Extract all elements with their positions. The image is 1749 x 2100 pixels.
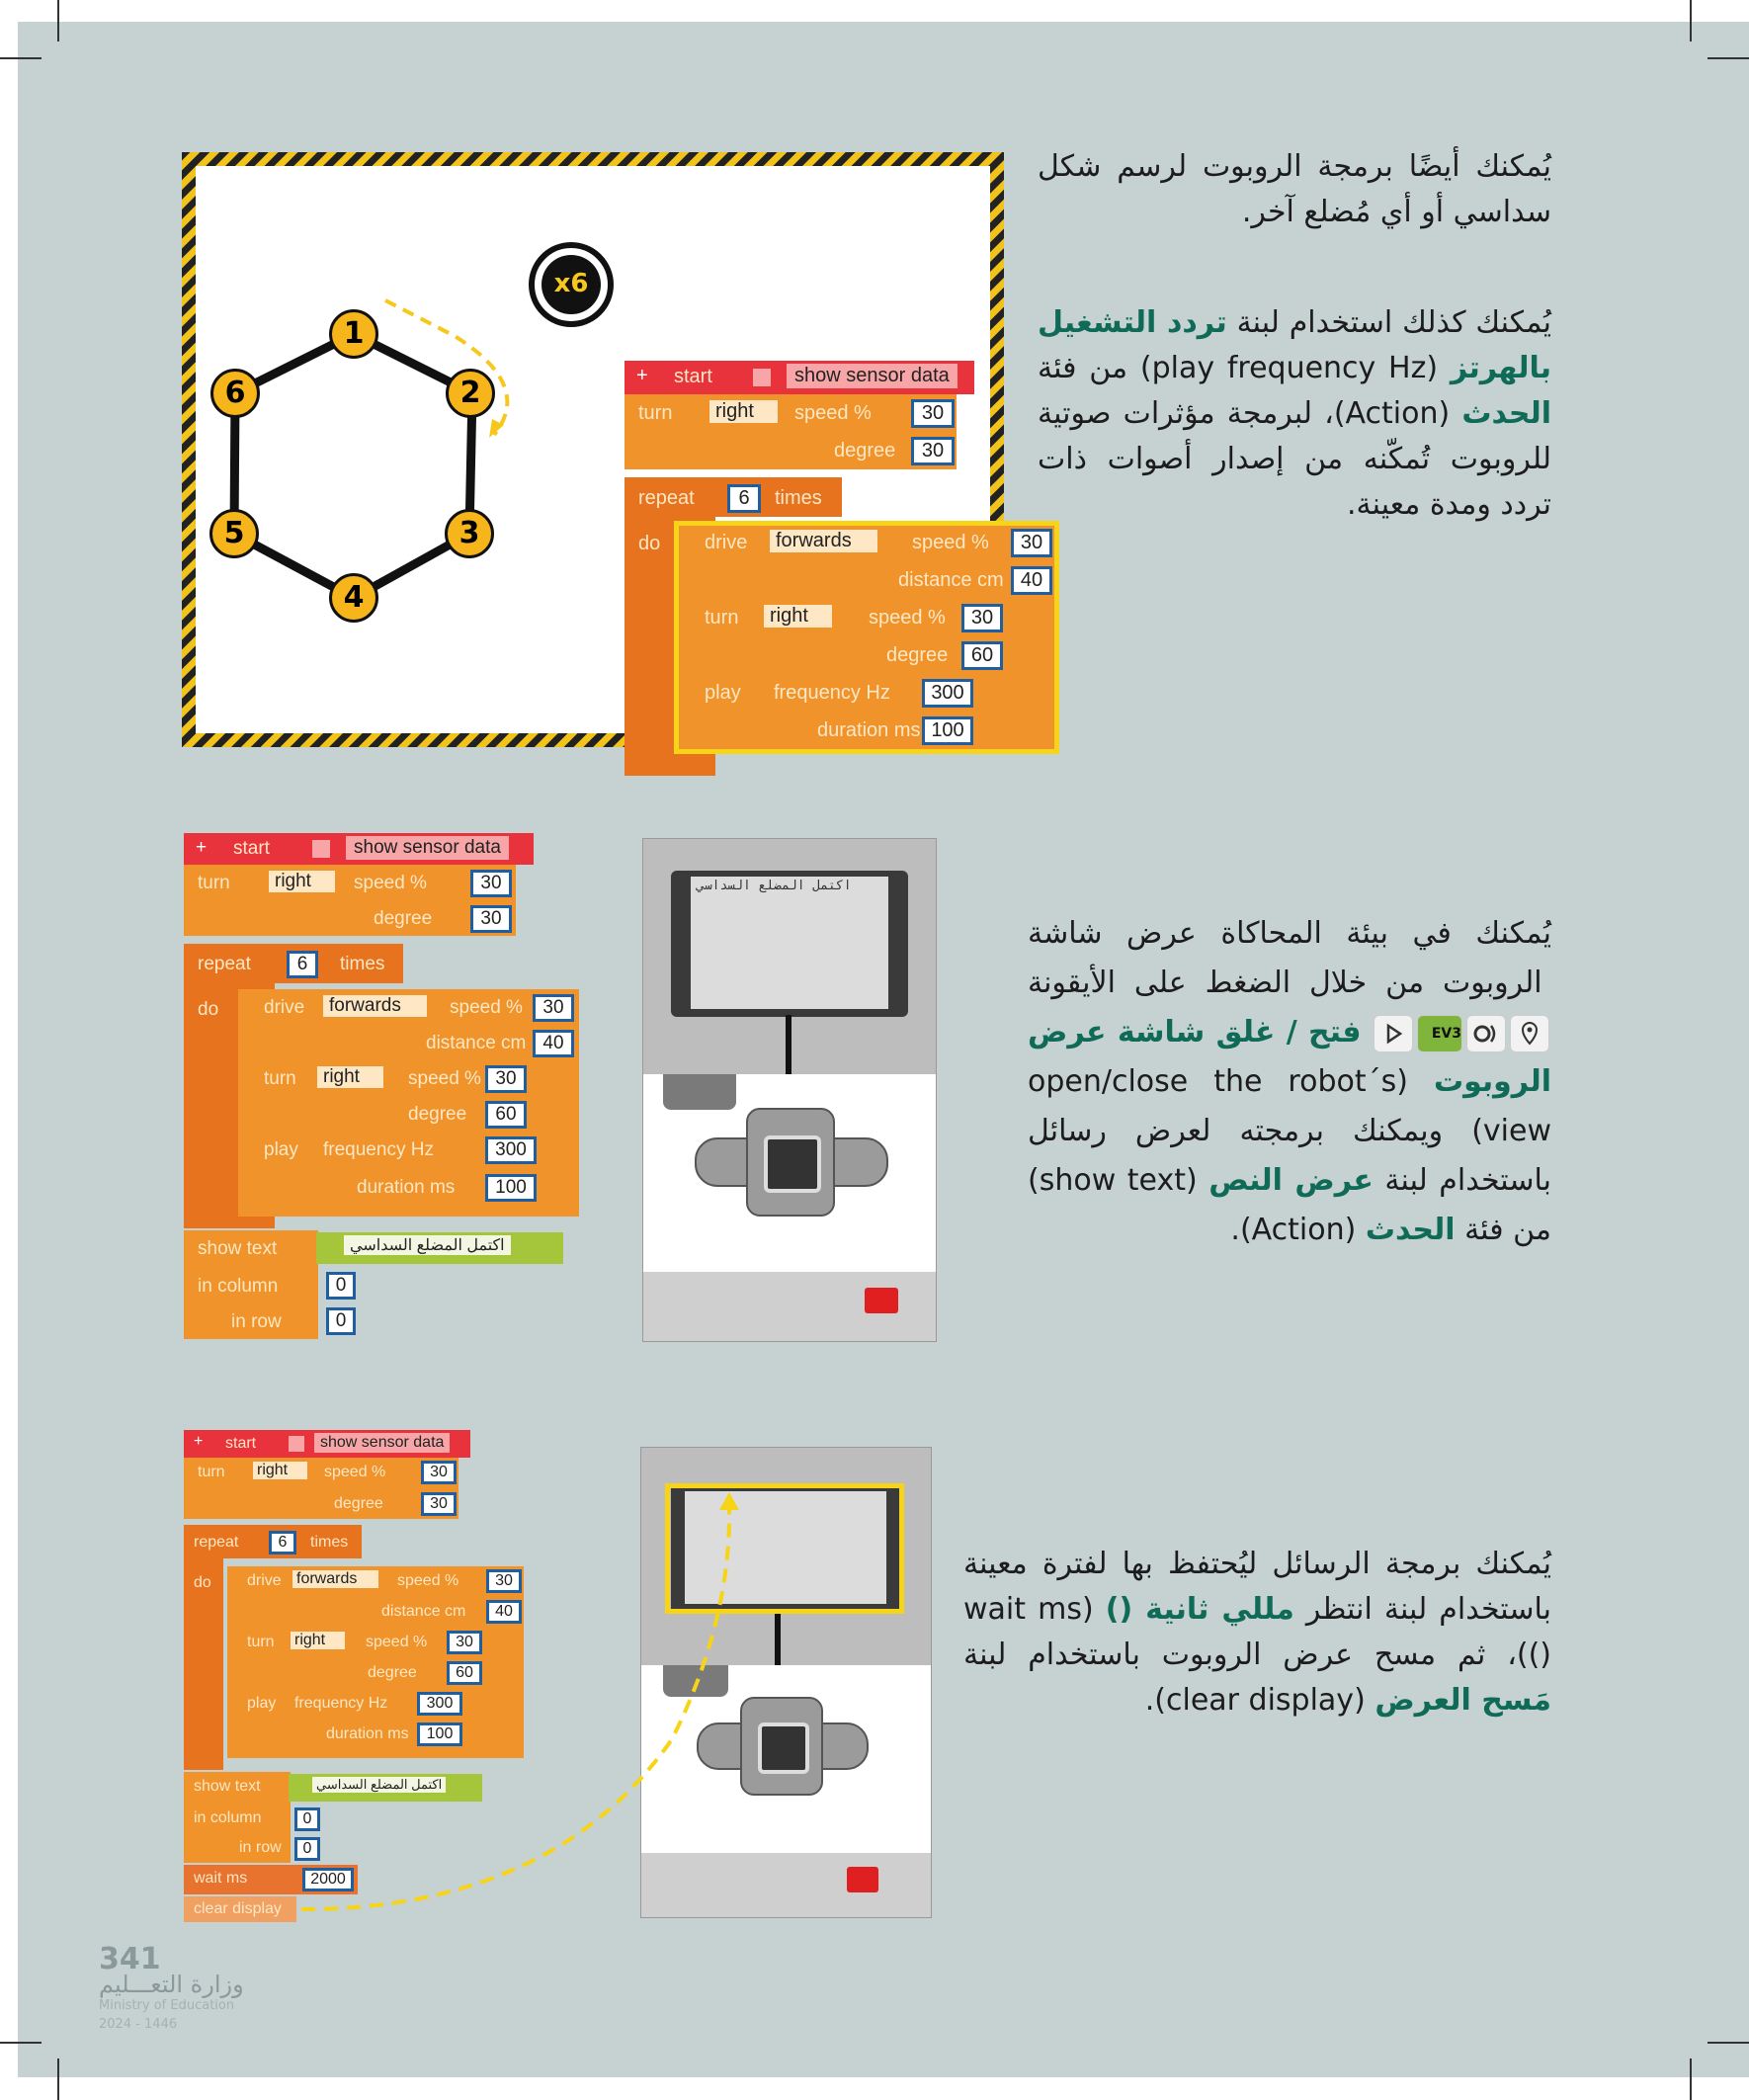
start-block[interactable]: + start show sensor data: [184, 1430, 470, 1458]
turn-block[interactable]: turn right speed % 30 degree 30: [625, 394, 957, 469]
paragraph-play-frequency: يُمكنك كذلك استخدام لبنة تردد التشغيل بالهرتز (play frequency Hz) من فئة الحدث (Action)، لبرمجة مؤثرات صوتية للروبوت تُمكّنه من إصدار أصوات ذات تردد ومدة معينة.: [1038, 305, 1552, 522]
ministry-name-ar: وزارة التعـــليم: [99, 1971, 244, 1998]
number-input[interactable]: 30: [911, 399, 955, 428]
page-number: 341: [99, 1942, 161, 1976]
show-text-block[interactable]: show text in column in row: [184, 1230, 318, 1339]
ev3-icon[interactable]: EV3: [1417, 1015, 1462, 1052]
number-input[interactable]: 60: [485, 1101, 527, 1129]
repeat-header: repeat 6 times: [625, 477, 842, 517]
direction-dropdown[interactable]: right: [317, 1066, 383, 1088]
crop-mark: [57, 2058, 59, 2100]
number-input[interactable]: 30: [421, 1492, 457, 1516]
number-input[interactable]: 40: [486, 1600, 522, 1624]
ministry-name-en: Ministry of Education: [99, 1998, 235, 2013]
bold-term: مَسح العرض: [1374, 1683, 1551, 1718]
direction-dropdown[interactable]: right: [709, 400, 778, 423]
number-input[interactable]: 0: [326, 1307, 356, 1335]
direction-dropdown[interactable]: right: [253, 1462, 307, 1479]
page-footer: [99, 1942, 244, 2032]
number-input[interactable]: 6: [269, 1531, 296, 1554]
number-input[interactable]: 6: [287, 951, 318, 978]
bold-term: فتح / غلق شاشة عرض الروبوت: [1028, 1015, 1552, 1099]
toolbar-icons: [1372, 1008, 1551, 1057]
number-input[interactable]: 30: [911, 437, 955, 465]
sound-icon[interactable]: [1466, 1015, 1506, 1052]
number-input[interactable]: 30: [486, 1569, 522, 1593]
robot-screen: اكتمل المضلع السداسي: [691, 877, 888, 1009]
number-input[interactable]: 30: [421, 1461, 457, 1484]
number-input[interactable]: 6: [727, 484, 761, 513]
direction-dropdown[interactable]: right: [269, 871, 335, 892]
number-input[interactable]: 0: [294, 1837, 320, 1861]
paragraph-wait-clear: يُمكنك برمجة الرسائل ليُحتفظ بها لفترة معينة باستخدام لبنة انتظر مللي ثانية () (wait ms ())، ثم مسح عرض الروبوت باستخدام لبنة مَسح العرض (clear display).: [963, 1547, 1551, 1718]
vertex-marker: 4: [329, 573, 378, 623]
turn-block[interactable]: turn right speed % 30 degree 30: [184, 865, 516, 936]
drive-block[interactable]: drive forwards speed % 30 distance cm 40 turn right speed % 30 degree 60 play frequency Hz 300 duration ms 100: [679, 524, 1059, 751]
number-input[interactable]: 30: [470, 905, 512, 933]
program-blocks-1: + start show sensor data turn right speed % 30 degree 30 repeat 6 times do drive forwards speed % 30 distance cm 40 turn right speed % 30 degree 60 play frequency Hz 300 duration ms 100: [625, 361, 1069, 776]
repeat-header: repeat 6 times: [184, 1525, 362, 1558]
show-text-block[interactable]: show text in column in row: [184, 1772, 291, 1863]
number-input[interactable]: 60: [961, 641, 1003, 670]
number-input[interactable]: 2000: [302, 1868, 354, 1891]
number-input[interactable]: 0: [294, 1807, 320, 1831]
crop-mark: [1690, 2058, 1692, 2100]
vertex-marker: 3: [445, 509, 494, 558]
number-input[interactable]: 30: [961, 604, 1003, 632]
repeat-header: repeat 6 times: [184, 944, 403, 983]
start-block[interactable]: + start show sensor data: [625, 361, 974, 394]
number-input[interactable]: 60: [447, 1661, 482, 1685]
bold-term: مللي ثانية (): [1105, 1592, 1294, 1627]
crop-mark: [1707, 57, 1749, 59]
text-input[interactable]: اكتمل المضلع السداسي: [344, 1235, 511, 1255]
number-input[interactable]: 40: [1011, 566, 1052, 595]
number-input[interactable]: 300: [417, 1692, 462, 1716]
number-input[interactable]: 100: [417, 1722, 462, 1746]
direction-dropdown[interactable]: forwards: [292, 1570, 378, 1588]
direction-dropdown[interactable]: forwards: [770, 530, 877, 552]
paragraph-hexagon-intro: يُمكنك أيضًا برمجة الروبوت لرسم شكل سداسي أو أي مُضلع آخر.: [1038, 149, 1551, 229]
number-input[interactable]: 30: [447, 1631, 482, 1654]
program-blocks-3: + start show sensor data turn right speed % 30 degree 30 repeat 6 times do drive forwards speed % 30 distance cm 40 turn right speed % 30 degree 60 play frequency Hz 300 duration ms 100 show text in column in row اكتمل المضلع السداسي 0 0 wait ms 2000 clear display: [184, 1430, 540, 1919]
vertex-marker: 1: [329, 309, 378, 359]
wait-block[interactable]: wait ms 2000: [184, 1865, 358, 1894]
program-blocks-2: + start show sensor data turn right speed % 30 degree 30 repeat 6 times do drive forwards speed % 30 distance cm 40 turn right speed % 30 degree 60 play frequency Hz 300 duration ms 100 show text in column in row اكتمل المضلع السداسي 0 0: [184, 833, 579, 1339]
direction-dropdown[interactable]: right: [291, 1632, 345, 1649]
text-input[interactable]: اكتمل المضلع السداسي: [312, 1777, 446, 1793]
paragraph-robot-view: يُمكنك في بيئة المحاكاة عرض شاشة الروبوت من خلال الضغط على الأيقونة EV3 فتح / غلق شاشة عرض الروبوت (open/close the robot´s view) ويمكنك برمجته لعرض رسائل باستخدام لبنة عرض النص (show text) من فئة الحدث (Action).: [1028, 916, 1552, 1247]
bold-term: عرض النص: [1208, 1163, 1374, 1198]
crop-mark: [1690, 0, 1692, 42]
number-input[interactable]: 30: [485, 1065, 527, 1093]
number-input[interactable]: 300: [922, 679, 973, 708]
play-icon[interactable]: [1374, 1015, 1413, 1052]
vertex-marker: 5: [209, 509, 259, 558]
bold-term: الحدث: [1461, 396, 1552, 431]
number-input[interactable]: 0: [326, 1272, 356, 1300]
number-input[interactable]: 30: [1011, 529, 1052, 557]
repeat-badge-label: x6: [553, 269, 589, 298]
start-block[interactable]: + start show sensor data: [184, 833, 534, 865]
clear-display-block[interactable]: clear display: [184, 1896, 296, 1922]
location-icon[interactable]: [1510, 1015, 1549, 1052]
crop-mark: [1707, 2042, 1749, 2044]
drive-block[interactable]: drive forwards speed % 30 distance cm 40 turn right speed % 30 degree 60 play frequency Hz 300 duration ms 100: [238, 989, 579, 1217]
year: 2024 - 1446: [99, 2017, 178, 2032]
number-input[interactable]: 30: [470, 870, 512, 897]
number-input[interactable]: 30: [533, 994, 574, 1022]
crop-mark: [0, 2042, 42, 2044]
direction-dropdown[interactable]: forwards: [323, 995, 427, 1017]
vertex-marker: 2: [446, 369, 495, 418]
direction-dropdown[interactable]: right: [764, 605, 832, 628]
number-input[interactable]: 100: [485, 1174, 537, 1202]
number-input[interactable]: 300: [485, 1136, 537, 1164]
number-input[interactable]: 100: [922, 716, 973, 745]
drive-block[interactable]: drive forwards speed % 30 distance cm 40 turn right speed % 30 degree 60 play frequency Hz 300 duration ms 100: [227, 1566, 524, 1758]
vertex-marker: 6: [210, 369, 260, 418]
bold-term: الحدث: [1365, 1213, 1456, 1247]
bold-term: تردد التشغيل بالهرتز: [1038, 305, 1551, 385]
turn-block[interactable]: turn right speed % 30 degree 30: [184, 1458, 458, 1519]
number-input[interactable]: 40: [533, 1030, 574, 1057]
